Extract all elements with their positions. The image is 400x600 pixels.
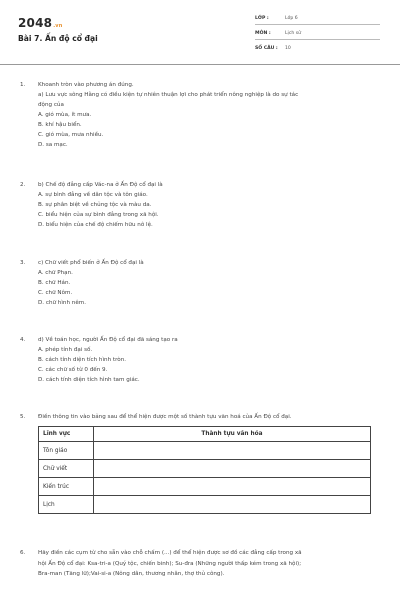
logo-sub: .vn [53,23,63,29]
meta-class-label: LỚP : [255,16,269,21]
question-number: 3. [20,260,26,266]
meta-count-value: 10 [285,46,291,51]
lesson-title: Bài 7. Ấn độ cổ đại [18,34,98,43]
row-label: Chữ viết [39,460,94,478]
row-label: Kiến trúc [39,478,94,496]
column-header-achievement: Thành tựu văn hóa [94,427,371,442]
question-line: động của [38,102,64,108]
answer-option[interactable]: D. biểu hiện của chế độ chiếm hữu nô lệ. [38,222,153,228]
question-number: 4. [20,337,26,343]
question-line: b) Chế độ đẳng cấp Vác-na ở Ấn Độ cổ đại là [38,182,163,188]
table-header-row [39,427,371,442]
answer-cell[interactable] [94,442,371,460]
answer-option[interactable]: B. khí hậu biển. [38,122,82,128]
row-label: Tôn giáo [39,442,94,460]
answer-option[interactable]: A. phép tính đại số. [38,347,93,353]
answer-option[interactable]: A. chữ Phạn. [38,270,73,276]
row-label: Lịch [39,496,94,514]
answer-option[interactable]: D. sa mạc. [38,142,68,148]
question-number: 5. [20,414,26,420]
answer-cell[interactable] [94,496,371,514]
answer-option[interactable]: A. sự bình đẳng về dân tộc và tôn giáo. [38,192,148,198]
culture-table [38,426,371,514]
question-line: Khoanh tròn vào phương án đúng. [38,82,134,88]
answer-option[interactable]: C. chữ Nôm. [38,290,73,296]
answer-option[interactable]: B. sự phân biệt về chủng tộc và màu da. [38,202,152,208]
answer-cell[interactable] [94,460,371,478]
site-logo[interactable] [18,16,63,30]
meta-subject-value: Lịch sử [285,31,302,36]
question-line: Hãy điền các cụm từ cho sẵn vào chỗ chấm (...) để thể hiện được sơ đồ các đẳng cấp trong xã [38,550,302,556]
meta-divider [255,39,380,40]
answer-option[interactable]: C. gió mùa, mưa nhiều. [38,132,104,138]
question-line: Bra-man (Tăng lữ);Vai-si-a (Nông dân, thương nhân, thợ thủ công). [38,571,225,577]
meta-class-value: Lớp 6 [285,16,298,21]
logo-main: 2048 [18,16,53,30]
answer-option[interactable]: B. chữ Hán. [38,280,71,286]
table-row [39,442,371,460]
answer-option[interactable]: A. gió mùa, ít mưa. [38,112,92,118]
answer-option[interactable]: B. cách tính diện tích hình tròn. [38,357,127,363]
question-number: 2. [20,182,26,188]
meta-divider [255,24,380,25]
table-row [39,460,371,478]
answer-option[interactable]: D. chữ hình nêm. [38,300,86,306]
question-line: c) Chữ viết phổ biến ở Ấn Độ cổ đại là [38,260,144,266]
meta-subject-label: MÔN : [255,31,271,36]
question-number: 6. [20,550,26,556]
question-line: d) Về toán học, người Ấn Độ cổ đại đã sáng tạo ra [38,337,178,343]
answer-option[interactable]: C. biểu hiện của sự bình đẳng trong xã hội. [38,212,159,218]
meta-count-label: SỐ CÂU : [255,46,278,51]
answer-option[interactable]: D. cách tính diện tích hình tam giác. [38,377,140,383]
table-row [39,496,371,514]
header [0,0,400,63]
question-line: Điền thông tin vào bảng sau để thể hiện được một số thành tựu văn hoá của Ấn Độ cổ đại. [38,414,292,420]
table-row [39,478,371,496]
question-line: hội Ấn Độ cổ đại: Ksa-tri-a (Quý tộc, chiến binh); Su-đra (Những người thấp kém trong xã hội); [38,560,302,567]
column-header-field: Lĩnh vực [39,427,94,442]
question-number: 1. [20,82,26,88]
answer-cell[interactable] [94,478,371,496]
question-line: a) Lưu vực sông Hằng có điều kiện tự nhiên thuận lợi cho phát triển nông nghiệp là do sự tác [38,92,299,98]
answer-option[interactable]: C. các chữ số từ 0 đến 9. [38,367,108,373]
header-divider [0,64,400,65]
